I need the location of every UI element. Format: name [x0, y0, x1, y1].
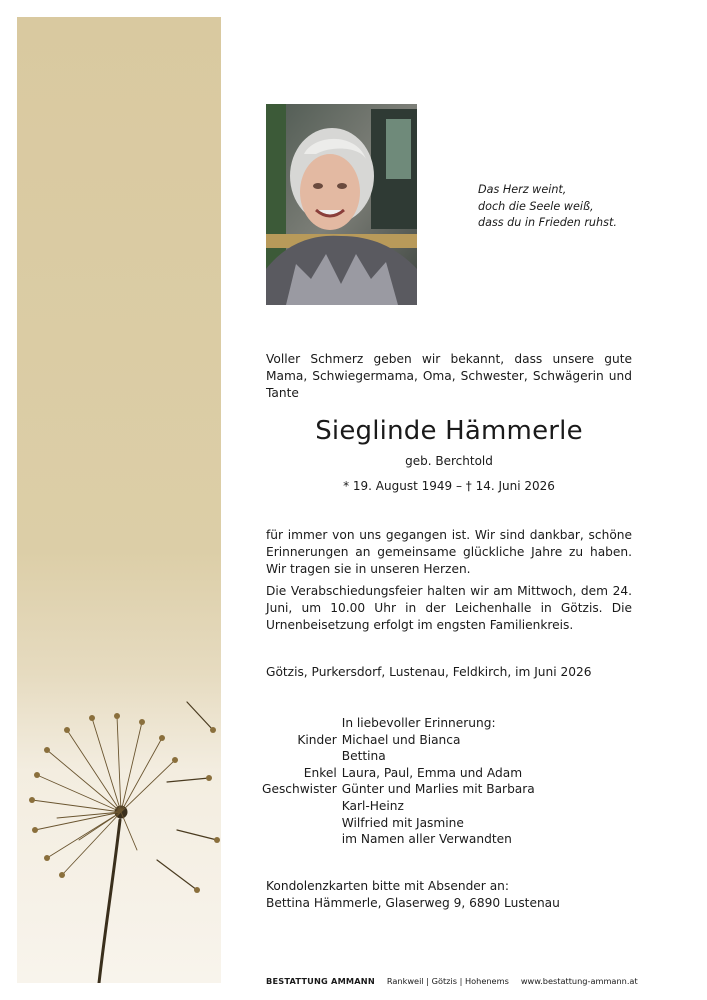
family-names: im Namen aller Verwandten [341, 832, 512, 847]
family-heading: In liebevoller Erinnerung: [341, 716, 496, 730]
intro-text: Voller Schmerz geben wir bekannt, dass unsere gute Mama, Schwiegermama, Oma, Schwester, Schwägerin und Tante [266, 352, 632, 400]
condolence-address: Bettina Hämmerle, Glaserweg 9, 6890 Lustenau [266, 896, 560, 910]
life-dates: * 19. August 1949 – † 14. Juni 2026 [343, 479, 555, 493]
family-row [262, 765, 539, 782]
place-date: Götzis, Purkersdorf, Lustenau, Feldkirch, im Juni 2026 [266, 665, 592, 679]
quote [478, 182, 678, 232]
family-role: Enkel [303, 765, 337, 780]
condolence-line-1: Kondolenzkarten bitte mit Absender an: [266, 879, 509, 893]
deceased-name: Sieglinde Hämmerle [315, 416, 583, 446]
footer [266, 976, 638, 987]
footer-brand-2: AMMANN [331, 976, 375, 986]
quote-line-1: Das Herz weint, [478, 183, 567, 196]
quote-line-2: doch die Seele weiß, [478, 199, 594, 213]
family-row [262, 831, 539, 848]
footer-brand [266, 976, 375, 986]
quote-line-3: dass du in Frieden ruhst. [478, 216, 617, 229]
family-names: Michael und Bianca [341, 732, 461, 747]
family-names: Bettina [341, 749, 386, 764]
family-role [262, 798, 342, 815]
family-names: Wilfried mit Jasmine [341, 815, 464, 830]
family-role: Kinder [297, 732, 337, 747]
family-row [262, 815, 539, 832]
condolence-info [266, 878, 560, 912]
family-row [262, 781, 539, 798]
family-names: Laura, Paul, Emma und Adam [341, 765, 523, 780]
ceremony-text: Die Verabschiedungsfeier halten wir am Mittwoch, dem 24. Juni, um 10.00 Uhr in der Leichenhalle in Götzis. Die Urnenbeisetzung erfolgt im engsten Familienkreis. [266, 584, 632, 632]
family-role: Geschwister [262, 782, 337, 797]
dandelion-illustration [17, 690, 227, 983]
birth-name: geb. Berchtold [405, 454, 493, 468]
family-role [262, 815, 342, 832]
family-role [262, 831, 342, 848]
body-text-1: für immer von uns gegangen ist. Wir sind dankbar, schöne Erinnerungen an gemeinsame glückliche Jahre zu haben. Wir tragen sie in unseren Herzen. [266, 528, 632, 576]
family-row [262, 732, 539, 749]
family-role [262, 748, 342, 765]
footer-brand-1: BESTATTUNG [266, 976, 328, 986]
footer-locations: Rankweil | Götzis | Hohenems [386, 976, 509, 986]
footer-website[interactable]: www.bestattung-ammann.at [520, 976, 638, 986]
family-names: Günter und Marlies mit Barbara [341, 782, 535, 797]
portrait-photo [266, 104, 417, 305]
family-names: Karl-Heinz [341, 798, 404, 813]
family-row [262, 748, 539, 765]
family-row [262, 798, 539, 815]
family-list [262, 715, 539, 848]
